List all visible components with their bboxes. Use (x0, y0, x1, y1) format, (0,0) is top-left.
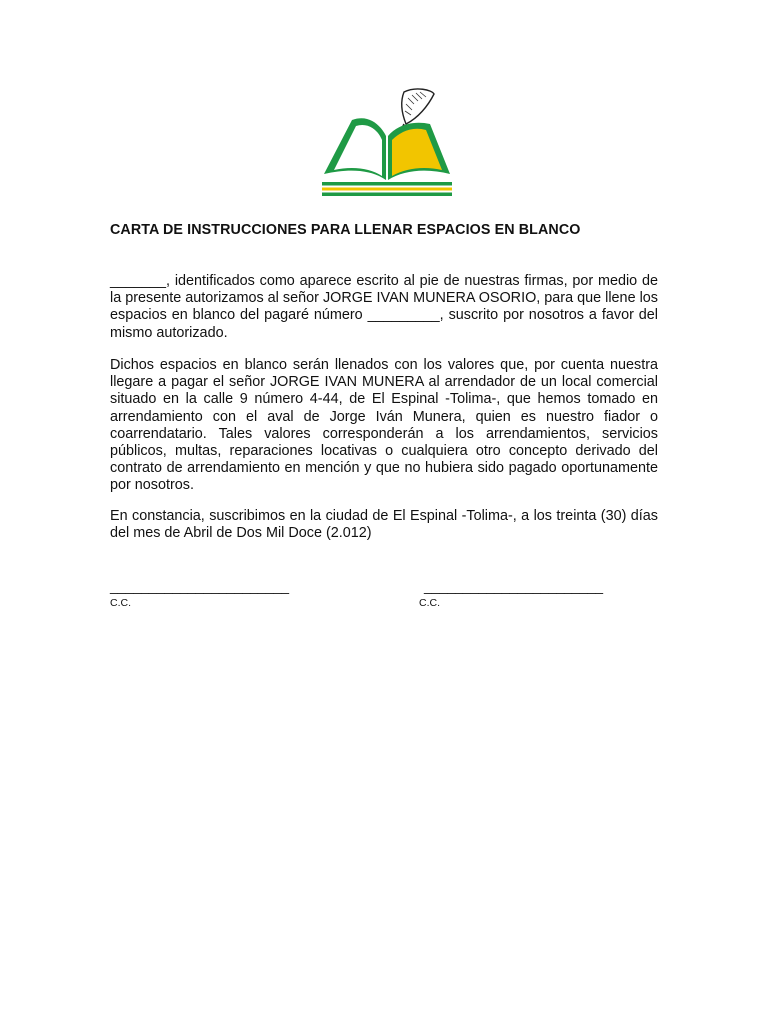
signature-line-left: _______________________ (110, 578, 290, 594)
document-title: CARTA DE INSTRUCCIONES PARA LLENAR ESPACIOS EN BLANCO (110, 222, 581, 238)
signature-line-right: _______________________ (424, 578, 604, 594)
paragraph-authorization: _______, identificados como aparece escrito al pie de nuestras firmas, por medio de la presente autorizamos al señor JORGE IVAN MUNERA OSORIO, para que llene los espacios en blanco del pagaré número _________, suscrito por nosotros a favor del mismo autorizado. (110, 273, 658, 341)
paragraph-constancy: En constancia, suscribimos en la ciudad de El Espinal -Tolima-, a los treinta (30) días del mes de Abril de Dos Mil Doce (2.012) (110, 508, 658, 542)
signature-id-label-right: C.C. (419, 597, 440, 609)
paragraph-values: Dichos espacios en blanco serán llenados con los valores que, por cuenta nuestra llegare a pagar el señor JORGE IVAN MUNERA al arrendador de un local comercial situado en la calle 9 número 4-44, de El Espinal -Tolima-, que hemos tomado en arrendamiento con el aval de Jorge Iván Munera, quien es nuestro fiador o coarrendatario. Tales valores corresponderán a los arrendamientos, servicios públicos, multas, reparaciones locativas o cualquiera otro concepto derivado del contrato de arrendamiento en mención y que no hubiera sido pagado oportunamente por nosotros. (110, 357, 658, 494)
signature-id-label-left: C.C. (110, 597, 131, 609)
open-book-with-quill-icon (316, 84, 458, 200)
